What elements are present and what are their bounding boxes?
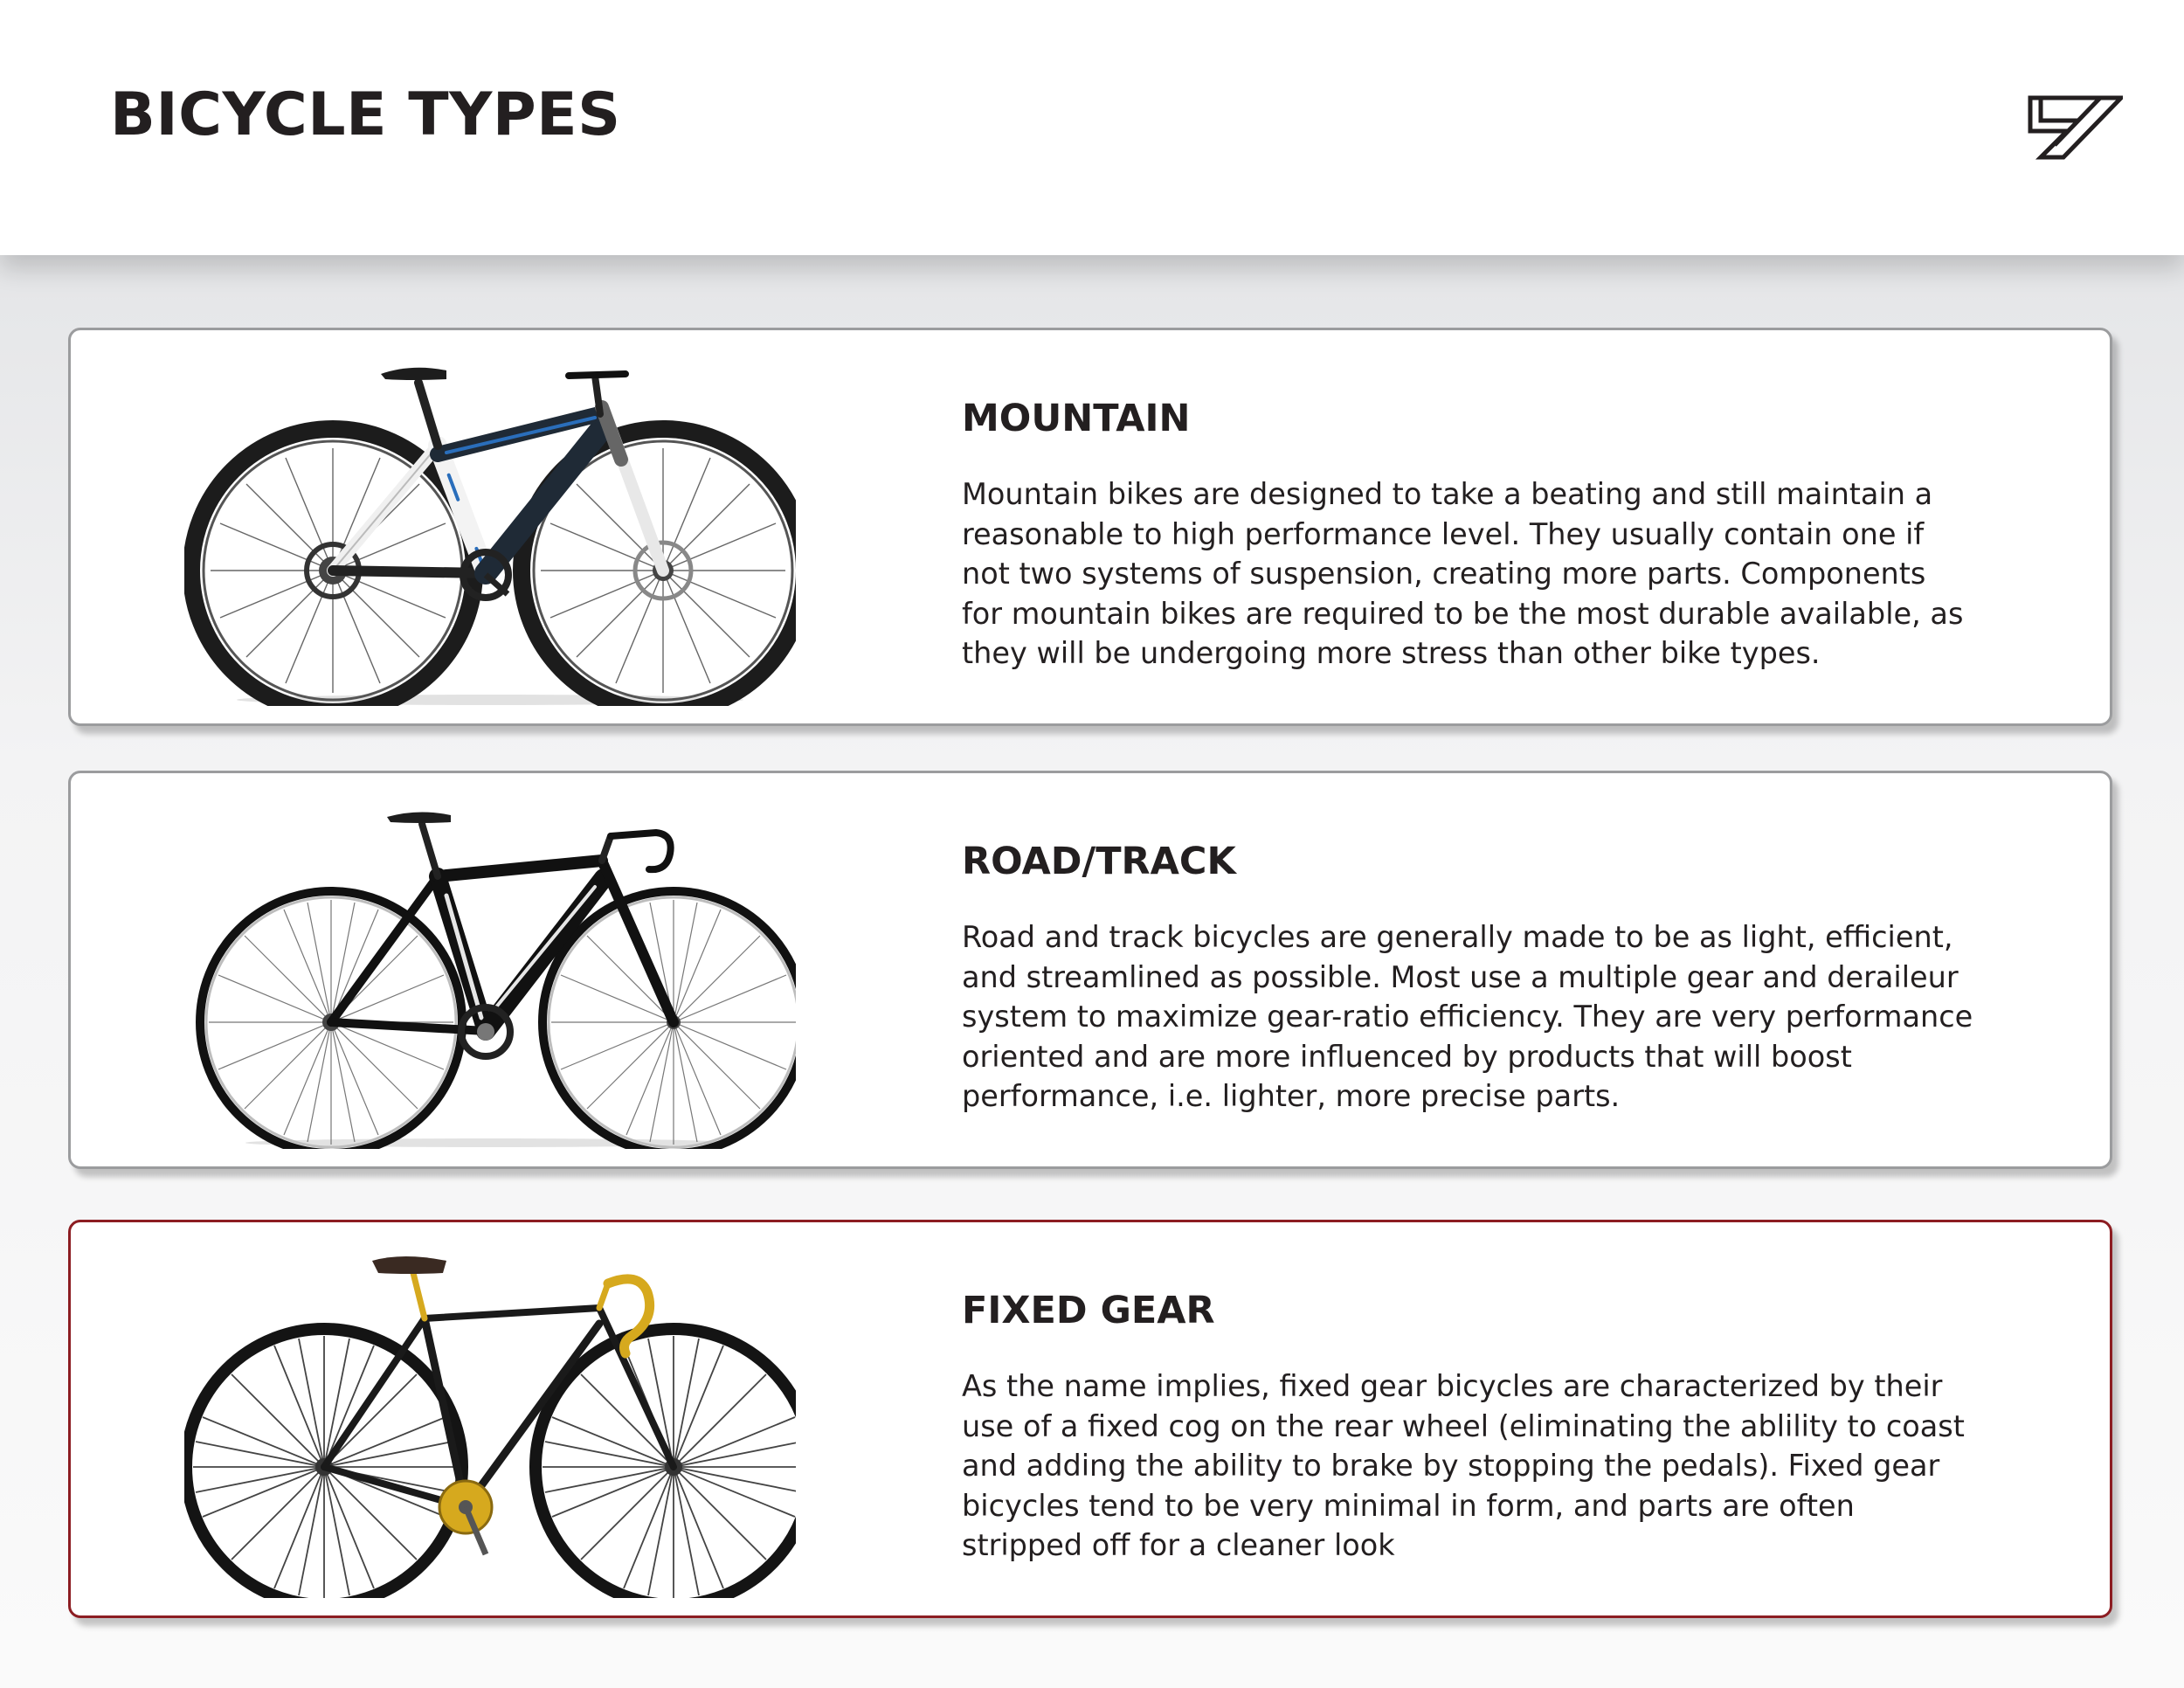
mountain-description: Mountain bikes are designed to take a beating and still maintain a reasonable to high performance level. They usually contain one if not two systems of suspension, creating more parts. Components for mountain bikes are required to be the most durable available, as they will be undergoing more stress than other bike types. — [962, 477, 1964, 670]
mountain-card — [68, 328, 2112, 726]
fixed-gear-title: FIXED GEAR — [962, 1289, 1215, 1332]
fixed-gear-card — [68, 1220, 2112, 1618]
slanted-7-logo-icon — [2025, 94, 2123, 161]
page-title: BICYCLE TYPES — [110, 80, 621, 149]
fixed-gear-description: As the name implies, fixed gear bicycles are characterized by their use of a fixed cog on the rear wheel (eliminating the ablility to coast and adding the ability to brake by stopping the pedals). Fixed gear bicycles tend to be very minimal in form, and parts are often stripped off for a cleaner look — [962, 1369, 1965, 1562]
road-track-card — [68, 771, 2112, 1169]
road-track-title: ROAD/TRACK — [962, 840, 1236, 883]
page-header — [0, 0, 2184, 255]
road-track-description: Road and track bicycles are generally made to be as light, efficient, and streamlined as possible. Most use a multiple gear and deraileur system to maximize gear-ratio efficiency. They are very performance oriented and are more influenced by products that will boost performance, i.e. lighter, more precise parts. — [962, 920, 1973, 1113]
fixed-gear-bike-image — [184, 1249, 796, 1598]
road-bike-image — [184, 799, 796, 1149]
mountain-bike-image — [184, 356, 796, 706]
mountain-title: MOUNTAIN — [962, 397, 1191, 440]
